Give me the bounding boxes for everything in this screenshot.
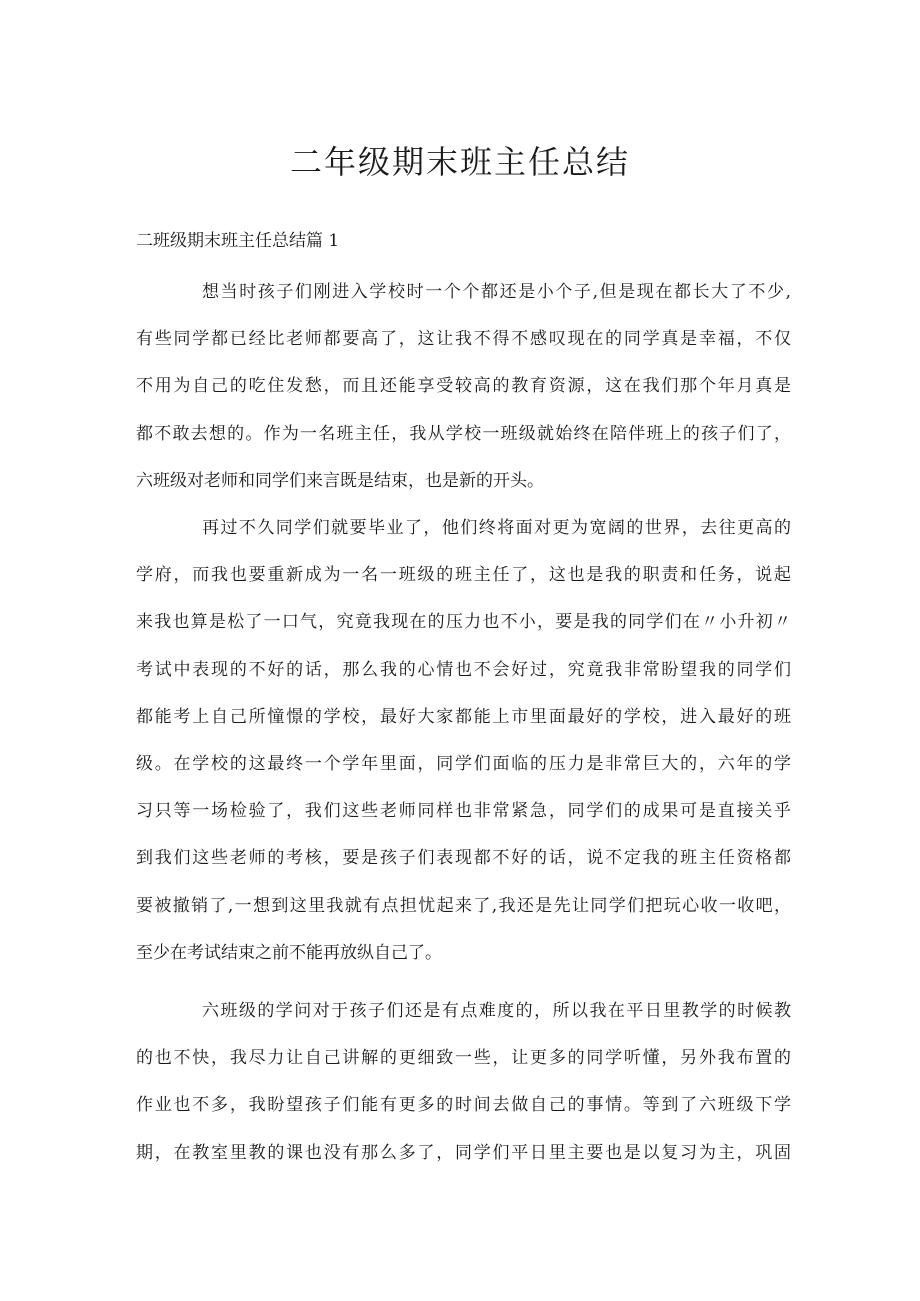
document-title: 二年级期末班主任总结 bbox=[289, 143, 630, 181]
paragraph-line: 再过不久同学们就要毕业了，他们终将面对更为宽阔的世界，去往更高的 bbox=[202, 518, 791, 538]
paragraph-line: 作业也不多，我盼望孩子们能有更多的时间去做自己的事情。等到了六班级下学 bbox=[136, 1095, 791, 1116]
paragraph-3 bbox=[136, 988, 791, 1177]
paragraph-line: 不用为自己的吃住发愁，而且还能享受较高的教育资源，这在我们那个年月真是 bbox=[136, 376, 791, 397]
paragraph-line: 六班级的学问对于孩子们还是有点难度的，所以我在平日里教学的时候教 bbox=[202, 1001, 791, 1021]
section-heading: 二班级期末班主任总结篇 1 bbox=[136, 231, 340, 251]
paragraph-line: 有些同学都已经比老师都要高了，这让我不得不感叹现在的同学真是幸福，不仅 bbox=[136, 329, 791, 350]
paragraph-1 bbox=[136, 269, 791, 505]
paragraph-line: 考试中表现的不好的话，那么我的心情也不会好过，究竟我非常盼望我的同学们 bbox=[136, 659, 791, 680]
paragraph-line: 习只等一场检验了，我们这些老师同样也非常紧急，同学们的成果可是直接关乎 bbox=[136, 801, 791, 822]
paragraph-line: 都不敢去想的。作为一名班主任，我从学校一班级就始终在陪伴班上的孩子们了， bbox=[136, 423, 791, 444]
paragraph-line: 至少在考试结束之前不能再放纵自己了。 bbox=[136, 942, 442, 963]
paragraph-line: 要被撤销了,一想到这里我就有点担忧起来了,我还是先让同学们把玩心收一收吧， bbox=[136, 895, 791, 916]
paragraph-line: 学府，而我也要重新成为一名一班级的班主任了，这也是我的职责和任务，说起 bbox=[136, 565, 791, 586]
paragraph-line: 都能考上自己所憧憬的学校，最好大家都能上市里面最好的学校，进入最好的班 bbox=[136, 706, 791, 727]
paragraph-line: 来我也算是松了一口气，究竟我现在的压力也不小，要是我的同学们在〃小升初〃 bbox=[136, 612, 791, 633]
paragraph-line: 六班级对老师和同学们来言既是结束，也是新的开头。 bbox=[136, 470, 544, 491]
paragraph-line: 的也不快，我尽力让自己讲解的更细致一些，让更多的同学听懂，另外我布置的 bbox=[136, 1048, 791, 1069]
paragraph-line: 想当时孩子们刚进入学校时一个个都还是小个子,但是现在都长大了不少, bbox=[202, 282, 791, 302]
paragraph-line: 期，在教室里教的课也没有那么多了，同学们平日里主要也是以复习为主，巩固 bbox=[136, 1142, 791, 1163]
paragraph-2 bbox=[136, 505, 791, 977]
paragraph-line: 级。在学校的这最终一个学年里面，同学们面临的压力是非常巨大的，六年的学 bbox=[136, 753, 791, 774]
paragraph-line: 到我们这些老师的考核，要是孩子们表现都不好的话，说不定我的班主任资格都 bbox=[136, 848, 791, 869]
